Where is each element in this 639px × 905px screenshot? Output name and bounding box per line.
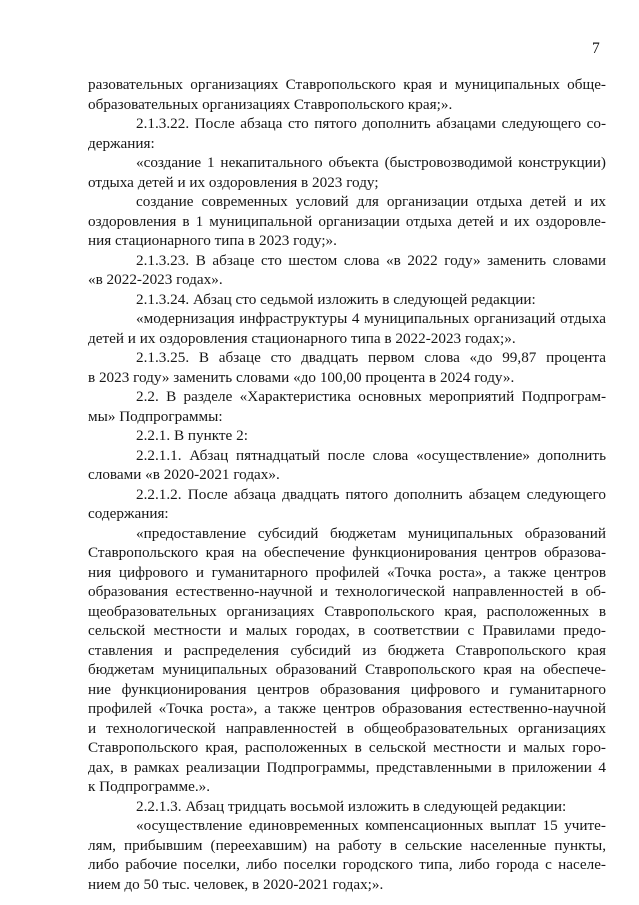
text-line: мы» Подпрограммы: <box>88 407 223 425</box>
text-line: Ставропольского края на обеспечение функционирования центров образова- <box>88 544 606 561</box>
text-line: детей и их оздоровления стационарного типа в 2022-2023 годах;». <box>88 329 516 347</box>
text-line: «осуществление единовременных компенсационных выплат 15 учите- <box>136 817 606 834</box>
text-line: лям, прибывшим (переехавшим) на работу в сельские населенные пункты, <box>88 836 606 854</box>
text-line: 2.2.1. В пункте 2: <box>136 427 248 444</box>
text-line: в 2023 году» заменить словами «до 100,00 процента в 2024 году». <box>88 368 515 386</box>
text-line: дах, в рамках реализации Подпрограммы, представленными в приложении 4 <box>88 758 606 776</box>
text-line: словами «в 2020-2021 годах». <box>88 466 280 483</box>
text-line: содержания: <box>88 505 169 522</box>
text-line: 2.1.3.24. Абзац сто седьмой изложить в следующей редакции: <box>136 290 536 308</box>
text-line: «в 2022-2023 годах». <box>88 271 223 288</box>
text-line: Ставропольского края, расположенных в сельской местности и малых горо- <box>88 739 606 756</box>
text-line: 2.1.3.25. В абзаце сто двадцать первом слова «до 99,87 процента <box>136 349 606 366</box>
text-line: щеобразовательных организациях Ставропольского края, расположенных в <box>88 602 606 620</box>
text-line: 2.2.1.3. Абзац тридцать восьмой изложить в следующей редакции: <box>136 797 567 815</box>
text-line: оздоровления в 1 муниципальной организации отдыха детей и их оздоровле- <box>88 212 606 230</box>
text-line: образования естественно-научной и технологической направленностей в об- <box>88 583 606 600</box>
text-line: 2.2.1.1. Абзац пятнадцатый после слова «осуществление» дополнить <box>136 446 606 464</box>
text-line: «модернизация инфраструктуры 4 муниципальных организаций отдыха <box>136 310 606 327</box>
text-line: ния цифрового и гуманитарного профилей «Точка роста», а также центров <box>88 563 606 581</box>
text-line: ние функционирования центров образования цифрового и гуманитарного <box>88 680 606 698</box>
text-line: образовательных организациях Ставропольского края;». <box>88 95 453 113</box>
text-line: «создание 1 некапитального объекта (быстровозводимой конструкции) <box>136 154 606 171</box>
text-line: к Подпрограмме.». <box>88 778 211 795</box>
text-line: и технологической направленностей в общеобразовательных организациях <box>88 719 606 737</box>
text-line: сельской местности и малых городах, в соответствии с Правилами предо- <box>88 622 606 639</box>
text-line: 2.1.3.23. В абзаце сто шестом слова «в 2022 году» заменить словами <box>136 251 606 269</box>
text-line: нием до 50 тыс. человек, в 2020-2021 годах;». <box>88 875 384 893</box>
text-line: создание современных условий для организации отдыха детей и их <box>136 193 606 210</box>
text-line: 2.2. В разделе «Характеристика основных мероприятий Подпрограм- <box>136 388 606 405</box>
text-line: ставления и распределения субсидий из бюджета Ставропольского края <box>88 641 606 659</box>
text-line: ния стационарного типа в 2023 году;». <box>88 232 337 249</box>
text-line: 2.2.1.2. После абзаца двадцать пятого дополнить абзацем следующего <box>136 485 606 503</box>
text-line: разовательных организациях Ставропольского края и муниципальных обще- <box>88 76 606 93</box>
document-body <box>88 75 606 894</box>
text-line: либо рабочие поселки, либо поселки городского типа, либо города с населе- <box>88 856 606 873</box>
text-line: отдыха детей и их оздоровления в 2023 году; <box>88 173 379 191</box>
text-line: бюджетам муниципальных образований Ставропольского края на обеспече- <box>88 661 606 678</box>
page-number: 7 <box>592 40 600 57</box>
text-line: держания: <box>88 134 155 152</box>
text-line: профилей «Точка роста», а также центров образования естественно-научной <box>88 700 606 717</box>
text-line: «предоставление субсидий бюджетам муниципальных образований <box>136 524 606 542</box>
text-line: 2.1.3.22. После абзаца сто пятого дополнить абзацами следующего со- <box>136 115 606 132</box>
